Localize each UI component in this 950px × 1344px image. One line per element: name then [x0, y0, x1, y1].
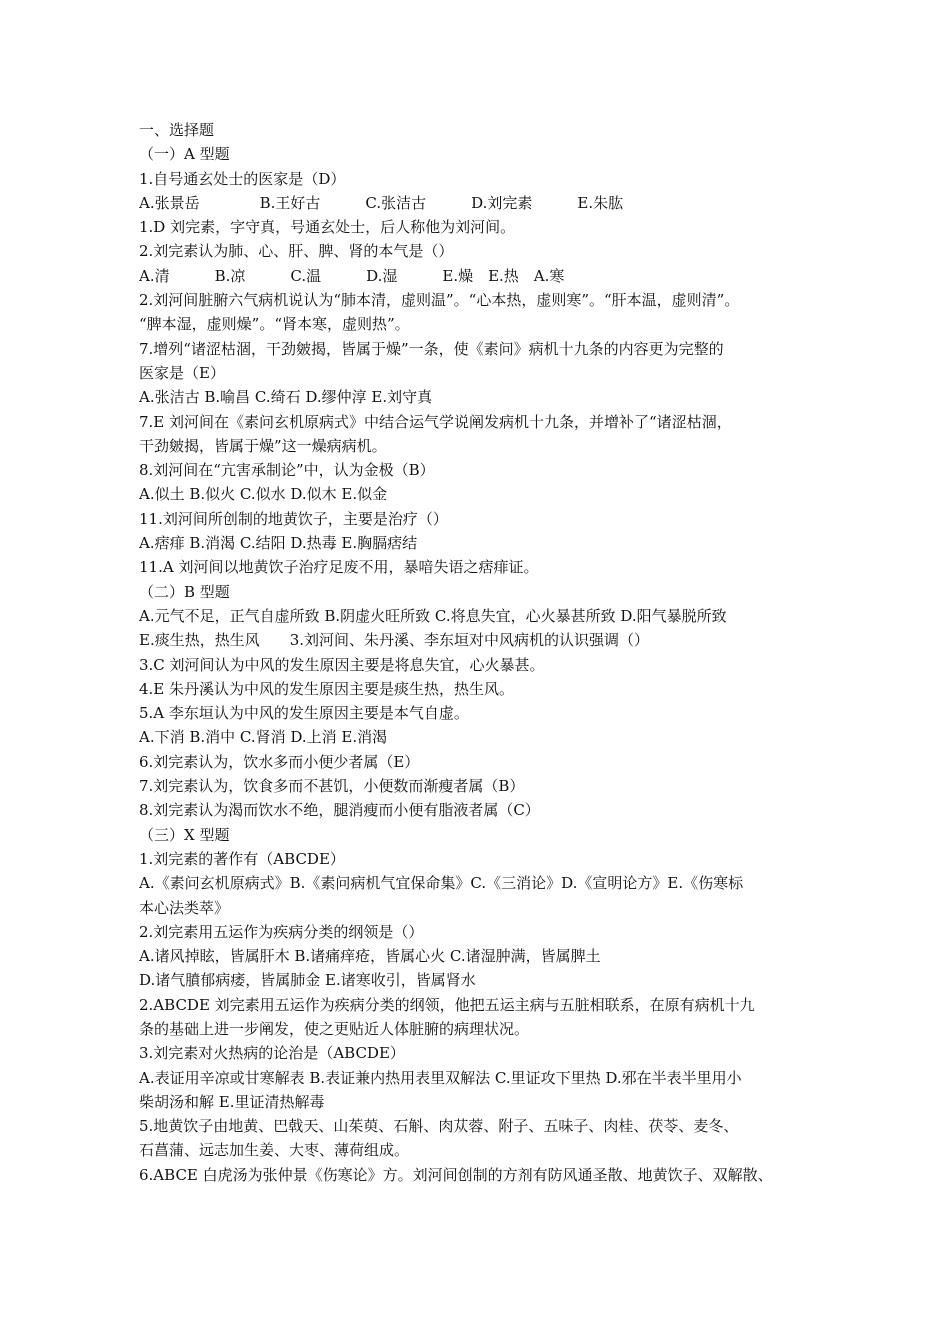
options-line: A.下消 B.消中 C.肾消 D.上消 E.消渴: [139, 728, 388, 747]
question-line: 3.刘完素对火热病的论治是（ABCDE）: [139, 1044, 405, 1063]
options-line: A.《素问玄机原病式》B.《素问病机气宜保命集》C.《三消论》D.《宣明论方》E.《伤寒标: [139, 874, 744, 893]
question-line: 11.刘河间所创制的地黄饮子，主要是治疗（）: [139, 509, 448, 528]
answer-line: 7.E 刘河间在《素问玄机原病式》中结合运气学说阐发病机十九条，并增补了“诸涩枯涸，: [139, 412, 732, 431]
options-line: D.诸气膹郁病痿，皆属肺金 E.诸寒收引，皆属肾水: [139, 971, 476, 990]
answer-line: 干劲皴揭，皆属于燥”这一燥病病机。: [139, 436, 387, 455]
answer-line: 4.E 朱丹溪认为中风的发生原因主要是痰生热，热生风。: [139, 679, 515, 698]
options-line: A.清 B.凉 C.温 D.湿 E.燥 E.热 A.寒: [139, 266, 565, 285]
options-line: A.痞痱 B.消渴 C.结阳 D.热毒 E.胸膈痞结: [139, 534, 418, 553]
question-line: 7.刘完素认为，饮食多而不甚饥，小便数而渐瘦者属（B）: [139, 777, 525, 796]
answer-line: 6.ABCE 白虎汤为张仲景《伤寒论》方。刘河间创制的方剂有防风通圣散、地黄饮子、双解散、: [139, 1165, 773, 1184]
options-line: A.似土 B.似火 C.似水 D.似木 E.似金: [139, 485, 388, 504]
answer-line: 3.C 刘河间认为中风的发生原因主要是将息失宜，心火暴甚。: [139, 655, 545, 674]
options-line: A.张景岳 B.王好古 C.张洁古 D.刘完素 E.朱肱: [139, 193, 624, 212]
question-line: 医家是（E）: [139, 363, 225, 382]
question-line: 1.刘完素的著作有（ABCDE）: [139, 849, 345, 868]
question-line: 7.增列“诸涩枯涸，干劲皴揭，皆属于燥”一条，使《素问》病机十九条的内容更为完整的: [139, 339, 724, 358]
options-line: A.元气不足，正气自虚所致 B.阴虚火旺所致 C.将息失宜，心火暴甚所致 D.阳气暴脱所致: [139, 606, 727, 625]
options-line: A.表证用辛凉或甘寒解表 B.表证兼内热用表里双解法 C.里证攻下里热 D.邪在半表半里用小: [139, 1068, 742, 1087]
document-body: [139, 118, 819, 1187]
answer-line: 1.D 刘完素，字守真，号通玄处士，后人称他为刘河间。: [139, 218, 516, 237]
answer-line: 条的基础上进一步阐发，使之更贴近人体脏腑的病理状况。: [139, 1019, 530, 1038]
answer-line: 2.刘河间脏腑六气病机说认为“肺本清，虚则温”。“心本热，虚则寒”。“肝本温，虚则清”。: [139, 291, 740, 310]
subsection-heading-x: （三）X 型题: [139, 825, 230, 844]
question-line: 8.刘河间在“亢害承制论”中，认为金极（B）: [139, 461, 435, 480]
options-line: 柴胡汤和解 E.里证清热解毒: [139, 1092, 325, 1111]
answer-line: “脾本湿，虚则燥”。“肾本寒，虚则热”。: [139, 315, 410, 334]
answer-line: 11.A 刘河间以地黄饮子治疗足废不用，暴喑失语之痞痱证。: [139, 558, 539, 577]
answer-line: 5.地黄饮子由地黄、巴戟天、山茱萸、石斛、肉苁蓉、附子、五味子、肉桂、茯苓、麦冬、: [139, 1117, 739, 1136]
question-line: 2.刘完素用五运作为疾病分类的纲领是（）: [139, 922, 424, 941]
subsection-heading-b: （二）B 型题: [139, 582, 230, 601]
section-heading: 一、选择题: [139, 121, 215, 139]
question-line: 1.自号通玄处士的医家是（D）: [139, 169, 346, 188]
question-line: 6.刘完素认为，饮水多而小便少者属（E）: [139, 752, 420, 771]
options-line: A.张洁古 B.喻昌 C.绮石 D.缪仲淳 E.刘守真: [139, 388, 433, 407]
answer-line: 2.ABCDE 刘完素用五运作为疾病分类的纲领，他把五运主病与五脏相联系，在原有病机十九: [139, 995, 755, 1014]
subsection-heading-a: （一）A 型题: [139, 145, 230, 164]
answer-line: 5.A 李东垣认为中风的发生原因主要是本气自虚。: [139, 704, 469, 723]
question-line: 8.刘完素认为渴而饮水不绝，腿消瘦而小便有脂液者属（C）: [139, 801, 540, 820]
options-line: A.诸风掉眩，皆属肝木 B.诸痛痒疮，皆属心火 C.诸湿肿满，皆属脾土: [139, 947, 601, 966]
options-line: 本心法类萃》: [139, 898, 230, 917]
options-line: E.痰生热，热生风 3.刘河间、朱丹溪、李东垣对中风病机的认识强调（）: [139, 631, 650, 650]
answer-line: 石菖蒲、远志加生姜、大枣、薄荷组成。: [139, 1141, 410, 1160]
question-line: 2.刘完素认为肺、心、肝、脾、肾的本气是（）: [139, 242, 454, 261]
